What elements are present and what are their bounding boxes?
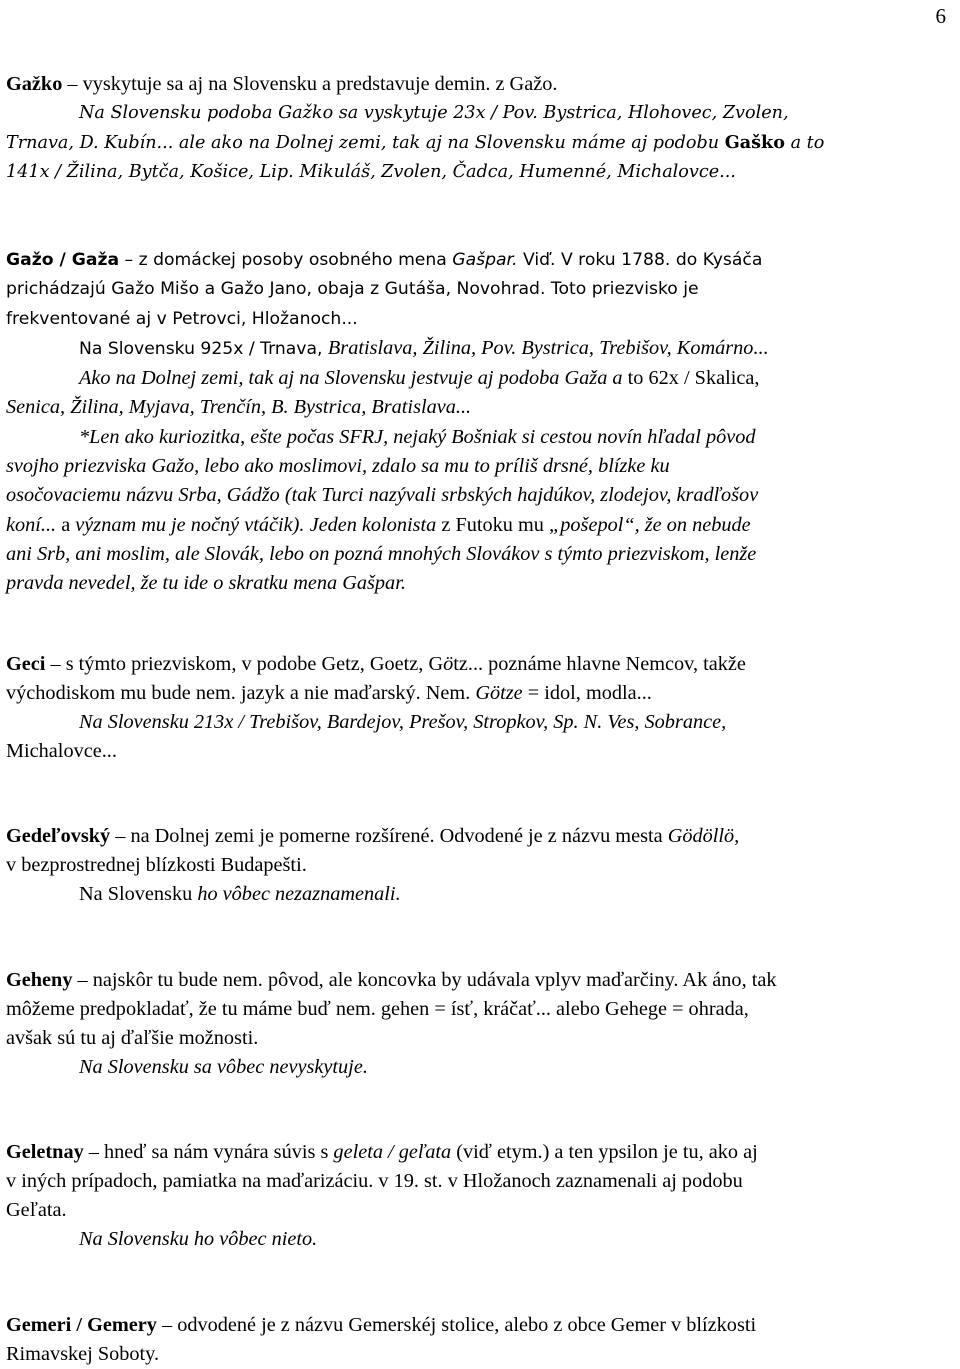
text-run: Gašpar. (452, 250, 518, 270)
text-run: Geľata. (6, 1199, 67, 1221)
entry-geci (6, 650, 946, 766)
entry-line (6, 99, 946, 128)
text-run: v iných prípadoch, pamiatka na maďarizáciu. v 19. st. v Hložanoch zaznamenali aj podobu (6, 1170, 743, 1192)
entry-line (6, 1024, 946, 1053)
text-run: geleta / geľata (333, 1141, 452, 1163)
entry-line (6, 708, 946, 737)
entry-line (6, 128, 946, 158)
text-run: Rimavskej Soboty. (6, 1343, 160, 1365)
entry-head: Geci (6, 653, 46, 675)
text-run: Na Slovensku sa vôbec nevyskytuje. (79, 1056, 368, 1078)
entry-line (6, 822, 946, 851)
entry-head: Geheny (6, 969, 73, 991)
text-run: „pošepol“, že on nebude (549, 513, 751, 536)
entry-line (6, 1053, 946, 1082)
text-run: – najskôr tu bude nem. pôvod, ale koncovka by udávala vplyv maďarčiny. Ak áno, tak (72, 969, 777, 991)
entry-gemeri-gemery (6, 1311, 946, 1369)
text-run: Ako na Dolnej zemi, tak aj na Slovensku jestvuje aj podoba Gaža a (79, 367, 623, 390)
entry-line (6, 158, 946, 187)
text-run: svojho priezviska Gažo, lebo ako moslimovi, zdalo sa mu to príliš drsné, blízke ku (6, 455, 670, 478)
text-run: (viď etym.) a ten ypsilon je tu, ako aj (451, 1141, 758, 1163)
entry-line (6, 305, 946, 334)
text-run: ö (443, 653, 454, 675)
text-run: to 62x / Skalica, (622, 367, 760, 390)
text-run: Na Slovensku podoba Gažko sa vyskytuje 23x / Pov. Bystrica, Hlohovec, Zvolen, (79, 103, 789, 123)
entry-line (6, 393, 946, 422)
entry-line (6, 452, 946, 481)
text-run: v bezprostrednej blízkosti Budapešti. (6, 854, 307, 876)
text-run: frekventované aj v Petrovci, Hložanoch... (6, 308, 358, 329)
entry-head: Gažko (6, 73, 63, 95)
entry-head: Gedeľovský (6, 825, 111, 847)
text-run: – hneď sa nám vynára súvis s (83, 1141, 334, 1163)
page-number: 6 (935, 4, 946, 28)
entry-line (6, 851, 946, 880)
entry-gazko (6, 70, 946, 187)
text-run: Jeden kolonista (304, 513, 437, 536)
text-run: a (56, 513, 76, 536)
entry-line (6, 511, 946, 540)
entry-line (6, 966, 946, 995)
text-run: V roku 1788. do Kysáča (555, 250, 763, 270)
entry-line (6, 540, 946, 569)
entry-line (6, 1340, 946, 1369)
text-run: môžeme predpokladať, že tu máme buď nem. gehen = ísť, kráčať... alebo Gehege = ohrada, (6, 998, 749, 1020)
entry-line (6, 1311, 946, 1340)
entry-line (6, 737, 946, 766)
entry-head: Geletnay (6, 1141, 84, 1163)
text-run: Trnava, D. Kubín... ale ako na Dolnej zemi, tak aj na Slovensku máme aj podobu (6, 133, 725, 153)
entry-line (6, 334, 946, 364)
entry-head: Gažo / Gaža (6, 250, 120, 270)
text-run: Na Slovensku (79, 883, 198, 905)
text-run: 141x / Žilina, Bytča, Košice, Lip. Mikuláš, Zvolen, Čadca, Humenné, Michalovce... (6, 162, 736, 182)
entry-geheny (6, 966, 946, 1082)
text-run: Gödöllö, (667, 825, 740, 847)
text-run: *Len ako kuriozitka, ešte počas SFRJ, nejaký Bošniak si cestou novín hľadal pôvod (79, 425, 756, 448)
entry-line (6, 70, 946, 99)
text-run: Na Slovensku ho vôbec nieto. (79, 1228, 318, 1250)
entry-line (6, 1167, 946, 1196)
entry-line (6, 423, 946, 452)
entry-line (6, 995, 946, 1024)
text-run: z (436, 513, 456, 536)
text-run: Senica, Žilina, Myjava, Trenčín, B. Bystrica, Bratislava... (6, 396, 472, 419)
text-run: východiskom mu bude nem. jazyk a nie maďarský. Nem. (6, 682, 476, 704)
entry-line (6, 364, 946, 393)
entry-line (6, 1138, 946, 1167)
text-run: avšak sú tu aj ďaľšie možnosti. (6, 1027, 259, 1049)
entry-gazo-gaza (6, 246, 946, 599)
text-run: Na Slovensku 213x / Trebišov, Bardejov, Prešov, Stropkov, Sp. N. Ves, Sobrance, (79, 711, 727, 733)
text-run: – odvodené je z názvu Gemerskéj stolice, alebo z obce Gemer v blízkosti (156, 1314, 757, 1336)
entry-line (6, 275, 946, 304)
text-run: – na Dolnej zemi je pomerne rozšírené. Odvodené je z názvu mesta (110, 825, 668, 847)
entry-line (6, 481, 946, 510)
text-run: Gaško (724, 132, 785, 153)
entry-line (6, 246, 946, 275)
text-run: – z domáckej posoby osobného mena (119, 250, 453, 270)
text-run: a to (784, 133, 825, 153)
entry-head: Gemeri / Gemery (6, 1314, 157, 1336)
text-run: význam mu je nočný vtáčik). (75, 513, 305, 536)
text-run: = idol, modla... (522, 682, 652, 704)
text-run: osočovaciemu názvu Srba, Gádžo (tak Turci nazývali srbských hajdúkov, zlodejov, kradľošov (6, 484, 759, 507)
text-run: pravda nevedel, že tu ide o skratku mena Gašpar. (6, 572, 406, 595)
text-run: tz... poznáme hlavne Nemcov, takže (453, 653, 746, 675)
text-run: Bratislava, Žilina, Pov. Bystrica, Trebišov, Komárno... (327, 336, 769, 359)
text-run: Michalovce... (6, 740, 117, 762)
entry-line (6, 650, 946, 679)
entry-line (6, 679, 946, 708)
text-run: koní... (6, 513, 57, 536)
text-run: ani Srb, ani moslim, ale Slovák, lebo on pozná mnohých Slovákov s týmto priezviskom, lenže (6, 542, 757, 565)
entry-line (6, 1225, 946, 1254)
entry-gedelovsky (6, 822, 946, 909)
text-run: – s týmto priezviskom, v podobe Getz, Goetz, G (45, 653, 444, 675)
entry-geletnay (6, 1138, 946, 1254)
text-run: Na Slovensku 925x / Trnava, (79, 338, 328, 359)
entry-line (6, 880, 946, 909)
text-run: Futoku mu (455, 513, 549, 536)
entry-line (6, 569, 946, 598)
text-run: Götze (475, 682, 523, 704)
text-run: Viď. (517, 250, 556, 270)
entry-line (6, 1196, 946, 1225)
text-run: – vyskytuje sa aj na Slovensku a predstavuje demin. z Gažo. (62, 73, 558, 95)
text-run: prichádzajú Gažo Mišo a Gažo Jano, obaja z Gutáša, Novohrad. Toto priezvisko je (6, 279, 699, 300)
text-run: ho vôbec nezaznamenali. (197, 883, 401, 905)
